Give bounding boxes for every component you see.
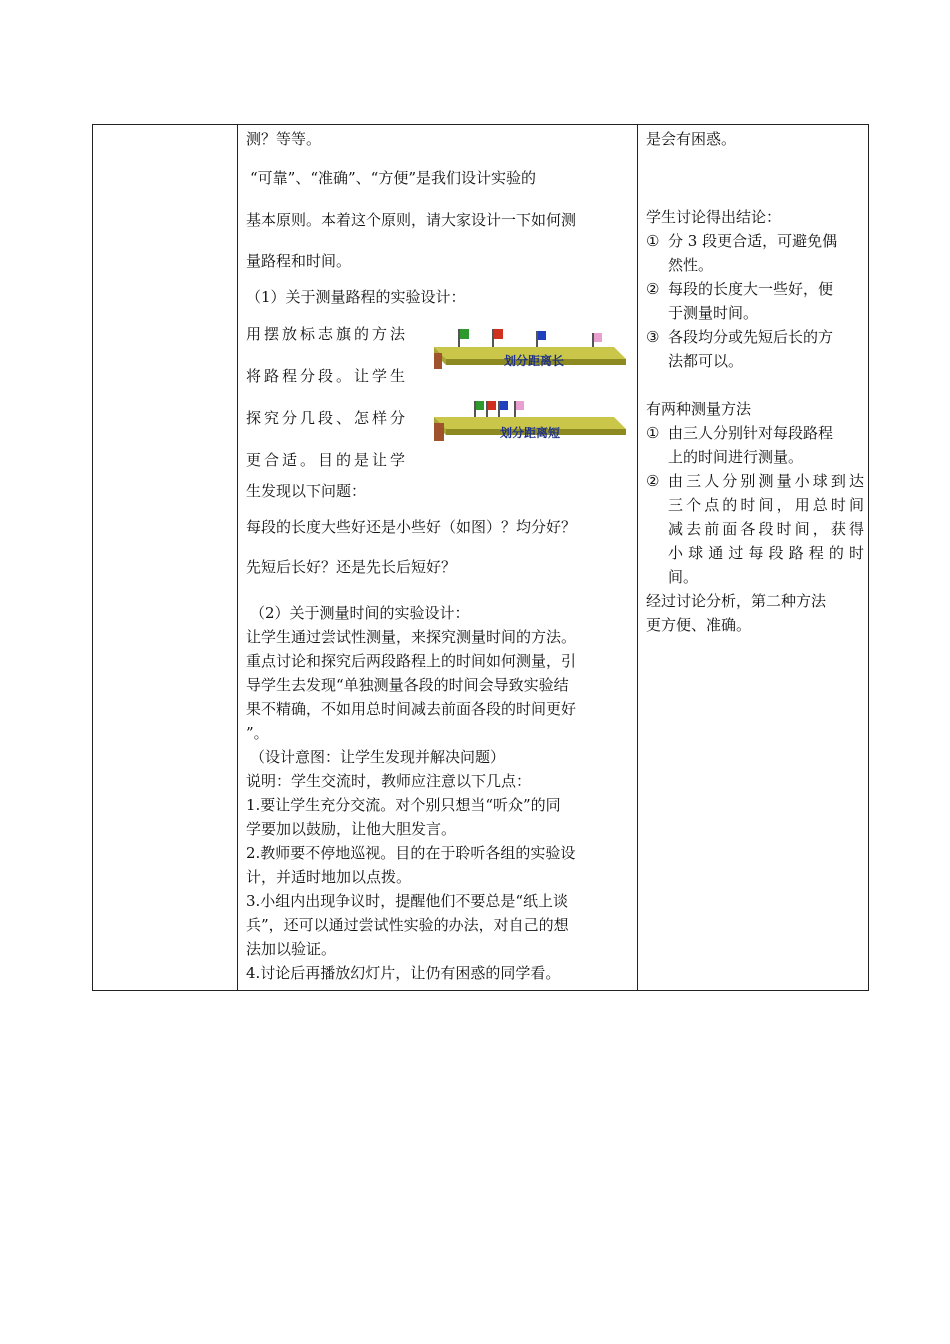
text-line: “可靠”、“准确”、“方便”是我们设计实验的: [250, 169, 537, 187]
text-line: 三个点的时间，用总时间: [668, 496, 864, 514]
text-line: 减去前面各段时间，获得: [668, 520, 864, 538]
text-line: 量路程和时间。: [246, 252, 352, 270]
method-item: [646, 421, 864, 469]
text-line: 由三人分别针对每段路程: [668, 424, 834, 442]
text-line: 说明：学生交流时，教师应注意以下几点：: [246, 772, 532, 790]
text-line: 重点讨论和探究后两段路程上的时间如何测量，引: [246, 652, 577, 670]
text-line: 更合适。目的是让学: [246, 451, 409, 469]
text-line: 2.教师要不停地巡视。目的在于聆听各组的实验设: [246, 844, 576, 862]
conclusion-item: [646, 229, 864, 277]
figure-caption: 划分距离长: [504, 354, 565, 368]
summary-line: 更方便、准确。: [646, 616, 752, 634]
text-line: 1.要让学生充分交流。对个别只想当“听众”的同: [246, 796, 561, 814]
methods-title: 有两种测量方法: [646, 400, 752, 418]
item-number: ①: [646, 424, 660, 442]
column-divider: [237, 125, 238, 990]
track-short-segments-image: [434, 397, 626, 447]
text-line: 各段均分或先短后长的方: [668, 328, 834, 346]
section-heading: （1）关于测量路程的实验设计：: [246, 288, 466, 306]
text-line: 法都可以。: [668, 352, 744, 370]
text-line: 兵”，还可以通过尝试性实验的办法，对自己的想: [246, 916, 569, 934]
text-line: 用摆放标志旗的方法: [246, 325, 409, 343]
text-line: 于测量时间。: [668, 304, 759, 322]
item-number: ①: [646, 232, 660, 250]
text-line: 探究分几段、怎样分: [246, 409, 409, 427]
student-activity-cell: [646, 127, 864, 637]
text-line: 生发现以下问题：: [246, 482, 367, 500]
text-line: 每段的长度大些好还是小些好（如图）？均分好？: [246, 518, 577, 536]
text-line: 小球通过每段路程的时: [668, 544, 864, 562]
method-item: [646, 469, 864, 589]
lesson-table: [92, 124, 869, 991]
item-number: ③: [646, 328, 660, 346]
design-intent: （设计意图：让学生发现并解决问题）: [250, 748, 506, 766]
text-line: 是会有困惑。: [646, 130, 737, 148]
text-line: 导学生去发现“单独测量各段的时间会导致实验结: [246, 676, 569, 694]
text-line: 每段的长度大一些好，便: [668, 280, 834, 298]
section-heading: （2）关于测量时间的实验设计：: [250, 604, 470, 622]
text-line: 计，并适时地加以点拨。: [246, 868, 412, 886]
text-line: 将路程分段。让学生: [246, 367, 409, 385]
column-divider: [637, 125, 638, 990]
track-long-segments-image: [434, 325, 626, 375]
summary-line: 经过讨论分析，第二种方法: [646, 592, 827, 610]
text-line: 测？等等。: [246, 130, 322, 148]
teaching-process-cell: [246, 127, 632, 985]
text-line: 先短后长好？还是先长后短好？: [246, 558, 457, 576]
text-line: 让学生通过尝试性测量，来探究测量时间的方法。: [246, 628, 577, 646]
conclusion-item: [646, 277, 864, 325]
item-number: ②: [646, 280, 660, 298]
item-number: ②: [646, 472, 660, 490]
text-line: ”。: [246, 724, 269, 742]
text-line: 上的时间进行测量。: [668, 448, 804, 466]
text-line: 3.小组内出现争议时，提醒他们不要总是“纸上谈: [246, 892, 568, 910]
text-line: 由三人分别测量小球到达: [668, 472, 864, 490]
figure-block: [246, 313, 632, 473]
text-line: 基本原则。本着这个原则，请大家设计一下如何测: [246, 211, 577, 229]
text-line: 法加以验证。: [246, 940, 337, 958]
figure-caption: 划分距离短: [500, 426, 561, 440]
text-line: 果不精确，不如用总时间减去前面各段的时间更好: [246, 700, 577, 718]
conclusion-title: 学生讨论得出结论：: [646, 208, 782, 226]
text-line: 然性。: [668, 256, 714, 274]
conclusion-item: [646, 325, 864, 373]
text-line: 学要加以鼓励，让他大胆发言。: [246, 820, 457, 838]
text-line: 分 3 段更合适，可避免偶: [668, 232, 838, 250]
text-line: 间。: [668, 568, 699, 586]
text-line: 4.讨论后再播放幻灯片，让仍有困惑的同学看。: [246, 964, 561, 982]
